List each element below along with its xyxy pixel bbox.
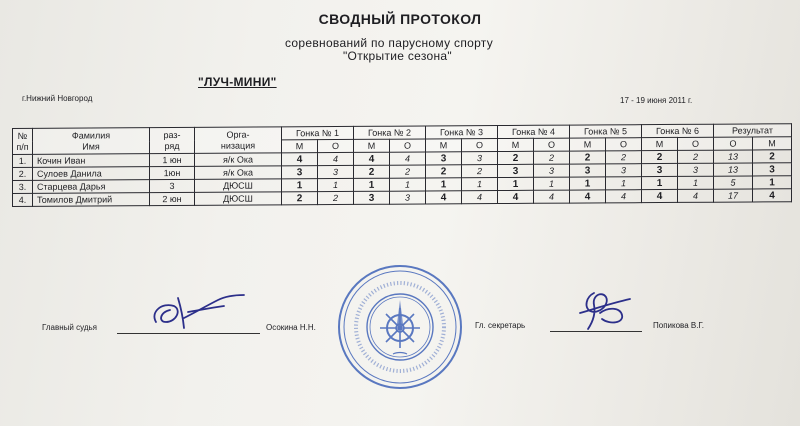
athlete-rank: 1 юн bbox=[150, 153, 195, 166]
result-points: 5 bbox=[714, 176, 753, 189]
boat-class: "ЛУЧ-МИНИ" bbox=[198, 75, 277, 89]
score-cell: 3 bbox=[606, 164, 642, 177]
score-cell: 4 bbox=[426, 191, 462, 204]
sub-header: М bbox=[354, 139, 390, 152]
score-cell: 3 bbox=[498, 164, 534, 177]
sub-header: О bbox=[534, 138, 570, 151]
result-points: 17 bbox=[714, 189, 753, 202]
official-stamp-icon bbox=[335, 262, 465, 392]
score-cell: 4 bbox=[606, 190, 642, 203]
race-3-header: Гонка № 3 bbox=[426, 126, 498, 139]
judge-label: Главный судья bbox=[42, 323, 98, 332]
row-number: 1. bbox=[13, 154, 33, 167]
athlete-org: я/к Ока bbox=[195, 166, 282, 180]
dates: 17 - 19 июня 2011 г. bbox=[620, 96, 693, 105]
document-title: СВОДНЫЙ ПРОТОКОЛ bbox=[318, 11, 482, 27]
score-cell: 1 bbox=[570, 177, 606, 190]
athlete-rank: 2 юн bbox=[150, 192, 195, 205]
score-cell: 2 bbox=[426, 165, 462, 178]
score-cell: 3 bbox=[390, 191, 426, 204]
score-cell: 3 bbox=[462, 152, 498, 165]
judge-signature-icon bbox=[148, 292, 258, 332]
subtitle-line-1: соревнований по парусному спорту bbox=[285, 36, 494, 50]
score-cell: 1 bbox=[498, 177, 534, 190]
col-org-header: Орга- низация bbox=[195, 127, 282, 154]
score-cell: 4 bbox=[354, 152, 390, 165]
col-num-header: № п/п bbox=[13, 128, 33, 154]
result-header: Результат bbox=[714, 124, 792, 137]
sub-header: О bbox=[678, 137, 714, 150]
score-cell: 4 bbox=[390, 152, 426, 165]
score-cell: 2 bbox=[570, 151, 606, 164]
score-cell: 4 bbox=[498, 190, 534, 203]
result-place: 2 bbox=[753, 150, 792, 163]
athlete-org: ДЮСШ bbox=[195, 192, 282, 206]
score-cell: 2 bbox=[534, 151, 570, 164]
row-number: 3. bbox=[13, 180, 33, 193]
secretary-signature-line bbox=[550, 331, 642, 332]
race-6-header: Гонка № 6 bbox=[642, 124, 714, 137]
score-cell: 1 bbox=[318, 178, 354, 191]
athlete-rank: 1юн bbox=[150, 166, 195, 179]
city: г.Нижний Новгород bbox=[22, 94, 93, 103]
result-points: 13 bbox=[714, 150, 753, 163]
race-4-header: Гонка № 4 bbox=[498, 125, 570, 138]
score-cell: 2 bbox=[354, 165, 390, 178]
score-cell: 1 bbox=[678, 176, 714, 189]
score-cell: 1 bbox=[354, 178, 390, 191]
sub-header: М bbox=[426, 139, 462, 152]
sub-header: М bbox=[282, 140, 318, 153]
sub-header: О bbox=[714, 137, 753, 150]
race-2-header: Гонка № 2 bbox=[354, 126, 426, 139]
secretary-label: Гл. секретарь bbox=[475, 321, 526, 330]
score-cell: 2 bbox=[282, 192, 318, 205]
sub-header: М bbox=[570, 138, 606, 151]
score-cell: 2 bbox=[642, 150, 678, 163]
sub-header: М bbox=[753, 137, 792, 150]
score-cell: 3 bbox=[570, 164, 606, 177]
sub-header: М bbox=[498, 138, 534, 151]
result-points: 13 bbox=[714, 163, 753, 176]
sub-header: О bbox=[462, 139, 498, 152]
results-table bbox=[12, 123, 792, 207]
result-place: 1 bbox=[753, 176, 792, 189]
score-cell: 4 bbox=[282, 153, 318, 166]
score-cell: 4 bbox=[678, 189, 714, 202]
score-cell: 2 bbox=[318, 191, 354, 204]
score-cell: 3 bbox=[678, 163, 714, 176]
athlete-org: ДЮСШ bbox=[195, 179, 282, 193]
score-cell: 1 bbox=[282, 179, 318, 192]
score-cell: 2 bbox=[678, 150, 714, 163]
score-cell: 3 bbox=[354, 191, 390, 204]
score-cell: 1 bbox=[462, 178, 498, 191]
col-rank-header: раз- ряд bbox=[150, 127, 195, 153]
score-cell: 4 bbox=[534, 190, 570, 203]
subtitle-line-2: "Открытие сезона" bbox=[343, 49, 452, 63]
score-cell: 4 bbox=[642, 189, 678, 202]
score-cell: 4 bbox=[570, 190, 606, 203]
athlete-name: Томилов Дмитрий bbox=[33, 193, 150, 207]
athlete-org: я/к Ока bbox=[195, 153, 282, 167]
row-number: 2. bbox=[13, 167, 33, 180]
athlete-rank: 3 bbox=[150, 179, 195, 192]
sub-header: М bbox=[642, 137, 678, 150]
score-cell: 2 bbox=[462, 165, 498, 178]
score-cell: 1 bbox=[390, 178, 426, 191]
score-cell: 3 bbox=[426, 152, 462, 165]
score-cell: 1 bbox=[642, 176, 678, 189]
race-1-header: Гонка № 1 bbox=[282, 126, 354, 139]
sub-header: О bbox=[390, 139, 426, 152]
score-cell: 2 bbox=[498, 151, 534, 164]
score-cell: 1 bbox=[426, 178, 462, 191]
score-cell: 4 bbox=[462, 191, 498, 204]
score-cell: 4 bbox=[318, 152, 354, 165]
score-cell: 2 bbox=[390, 165, 426, 178]
sub-header: О bbox=[318, 139, 354, 152]
judge-signature-line bbox=[117, 333, 260, 334]
athlete-name: Кочин Иван bbox=[33, 154, 150, 168]
race-5-header: Гонка № 5 bbox=[570, 125, 642, 138]
result-place: 3 bbox=[753, 163, 792, 176]
judge-name: Осокина Н.Н. bbox=[266, 323, 316, 332]
col-name-header: Фамилия Имя bbox=[33, 128, 150, 155]
score-cell: 3 bbox=[642, 163, 678, 176]
score-cell: 3 bbox=[534, 164, 570, 177]
score-cell: 1 bbox=[534, 177, 570, 190]
athlete-name: Сулоев Данила bbox=[33, 167, 150, 181]
score-cell: 1 bbox=[606, 177, 642, 190]
result-place: 4 bbox=[753, 189, 792, 202]
secretary-signature-icon bbox=[570, 285, 640, 333]
score-cell: 2 bbox=[606, 151, 642, 164]
score-cell: 3 bbox=[282, 166, 318, 179]
secretary-name: Попикова В.Г. bbox=[653, 321, 705, 330]
score-cell: 3 bbox=[318, 165, 354, 178]
athlete-name: Старцева Дарья bbox=[33, 180, 150, 194]
sub-header: О bbox=[606, 138, 642, 151]
row-number: 4. bbox=[13, 193, 33, 206]
